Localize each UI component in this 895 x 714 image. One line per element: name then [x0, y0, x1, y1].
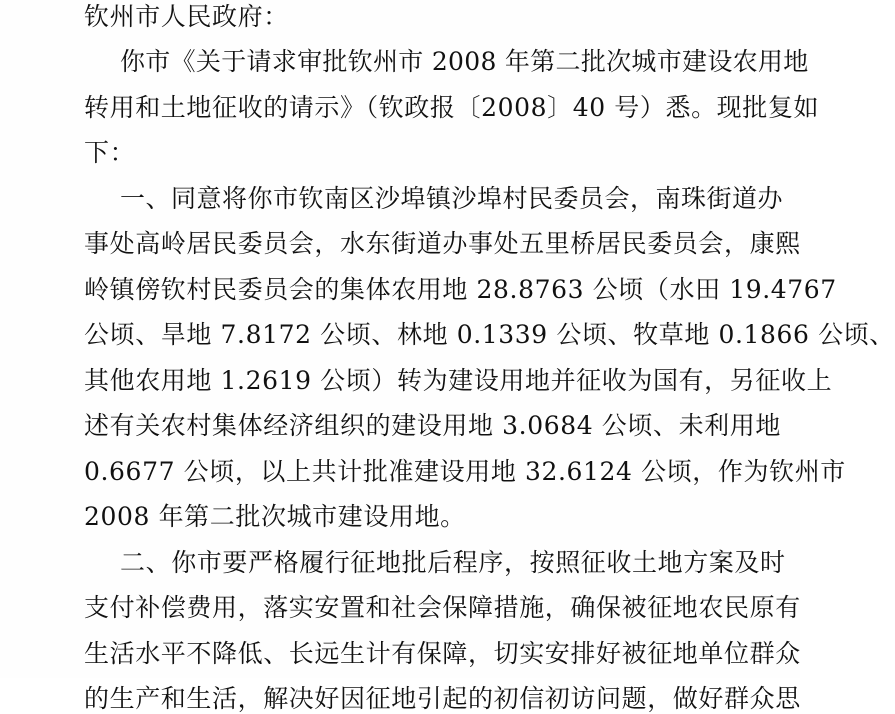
paragraph-line: 二、你市要严格履行征地批后程序，按照征收土地方案及时 — [120, 548, 786, 577]
paragraph-line: 事处高岭居民委员会，水东街道办事处五里桥居民委员会，康熙 — [84, 229, 801, 258]
salutation: 钦州市人民政府： — [84, 2, 289, 31]
paragraph-line: 生活水平不降低、长远生计有保障，切实安排好被征地单位群众 — [84, 639, 801, 668]
paragraph-line: 你市《关于请求审批钦州市 2008 年第二批次城市建设农用地 — [120, 47, 809, 76]
paragraph-line: 的生产和生活，解决好因征地引起的初信初访问题，做好群众思 — [84, 684, 801, 713]
paragraph-line: 0.6677 公顷，以上共计批准建设用地 32.6124 公顷，作为钦州市 — [84, 457, 846, 486]
paragraph-line: 一、同意将你市钦南区沙埠镇沙埠村民委员会，南珠街道办 — [120, 184, 784, 213]
paragraph-line: 支付补偿费用，落实安置和社会保障措施，确保被征地农民原有 — [84, 593, 801, 622]
paragraph-line: 公顷、旱地 7.8172 公顷、林地 0.1339 公顷、牧草地 0.1866 公顷、 — [84, 320, 895, 349]
paragraph-line: 述有关农村集体经济组织的建设用地 3.0684 公顷、未利用地 — [84, 411, 781, 440]
paragraph-line: 下： — [84, 138, 136, 167]
paragraph-line: 2008 年第二批次城市建设用地。 — [84, 502, 466, 531]
paragraph-line: 其他农用地 1.2619 公顷）转为建设用地并征收为国有，另征收上 — [84, 366, 833, 395]
paragraph-line: 转用和土地征收的请示》（钦政报〔2008〕40 号）悉。现批复如 — [84, 93, 820, 122]
paragraph-line: 岭镇傍钦村民委员会的集体农用地 28.8763 公顷（水田 19.4767 — [84, 275, 837, 304]
